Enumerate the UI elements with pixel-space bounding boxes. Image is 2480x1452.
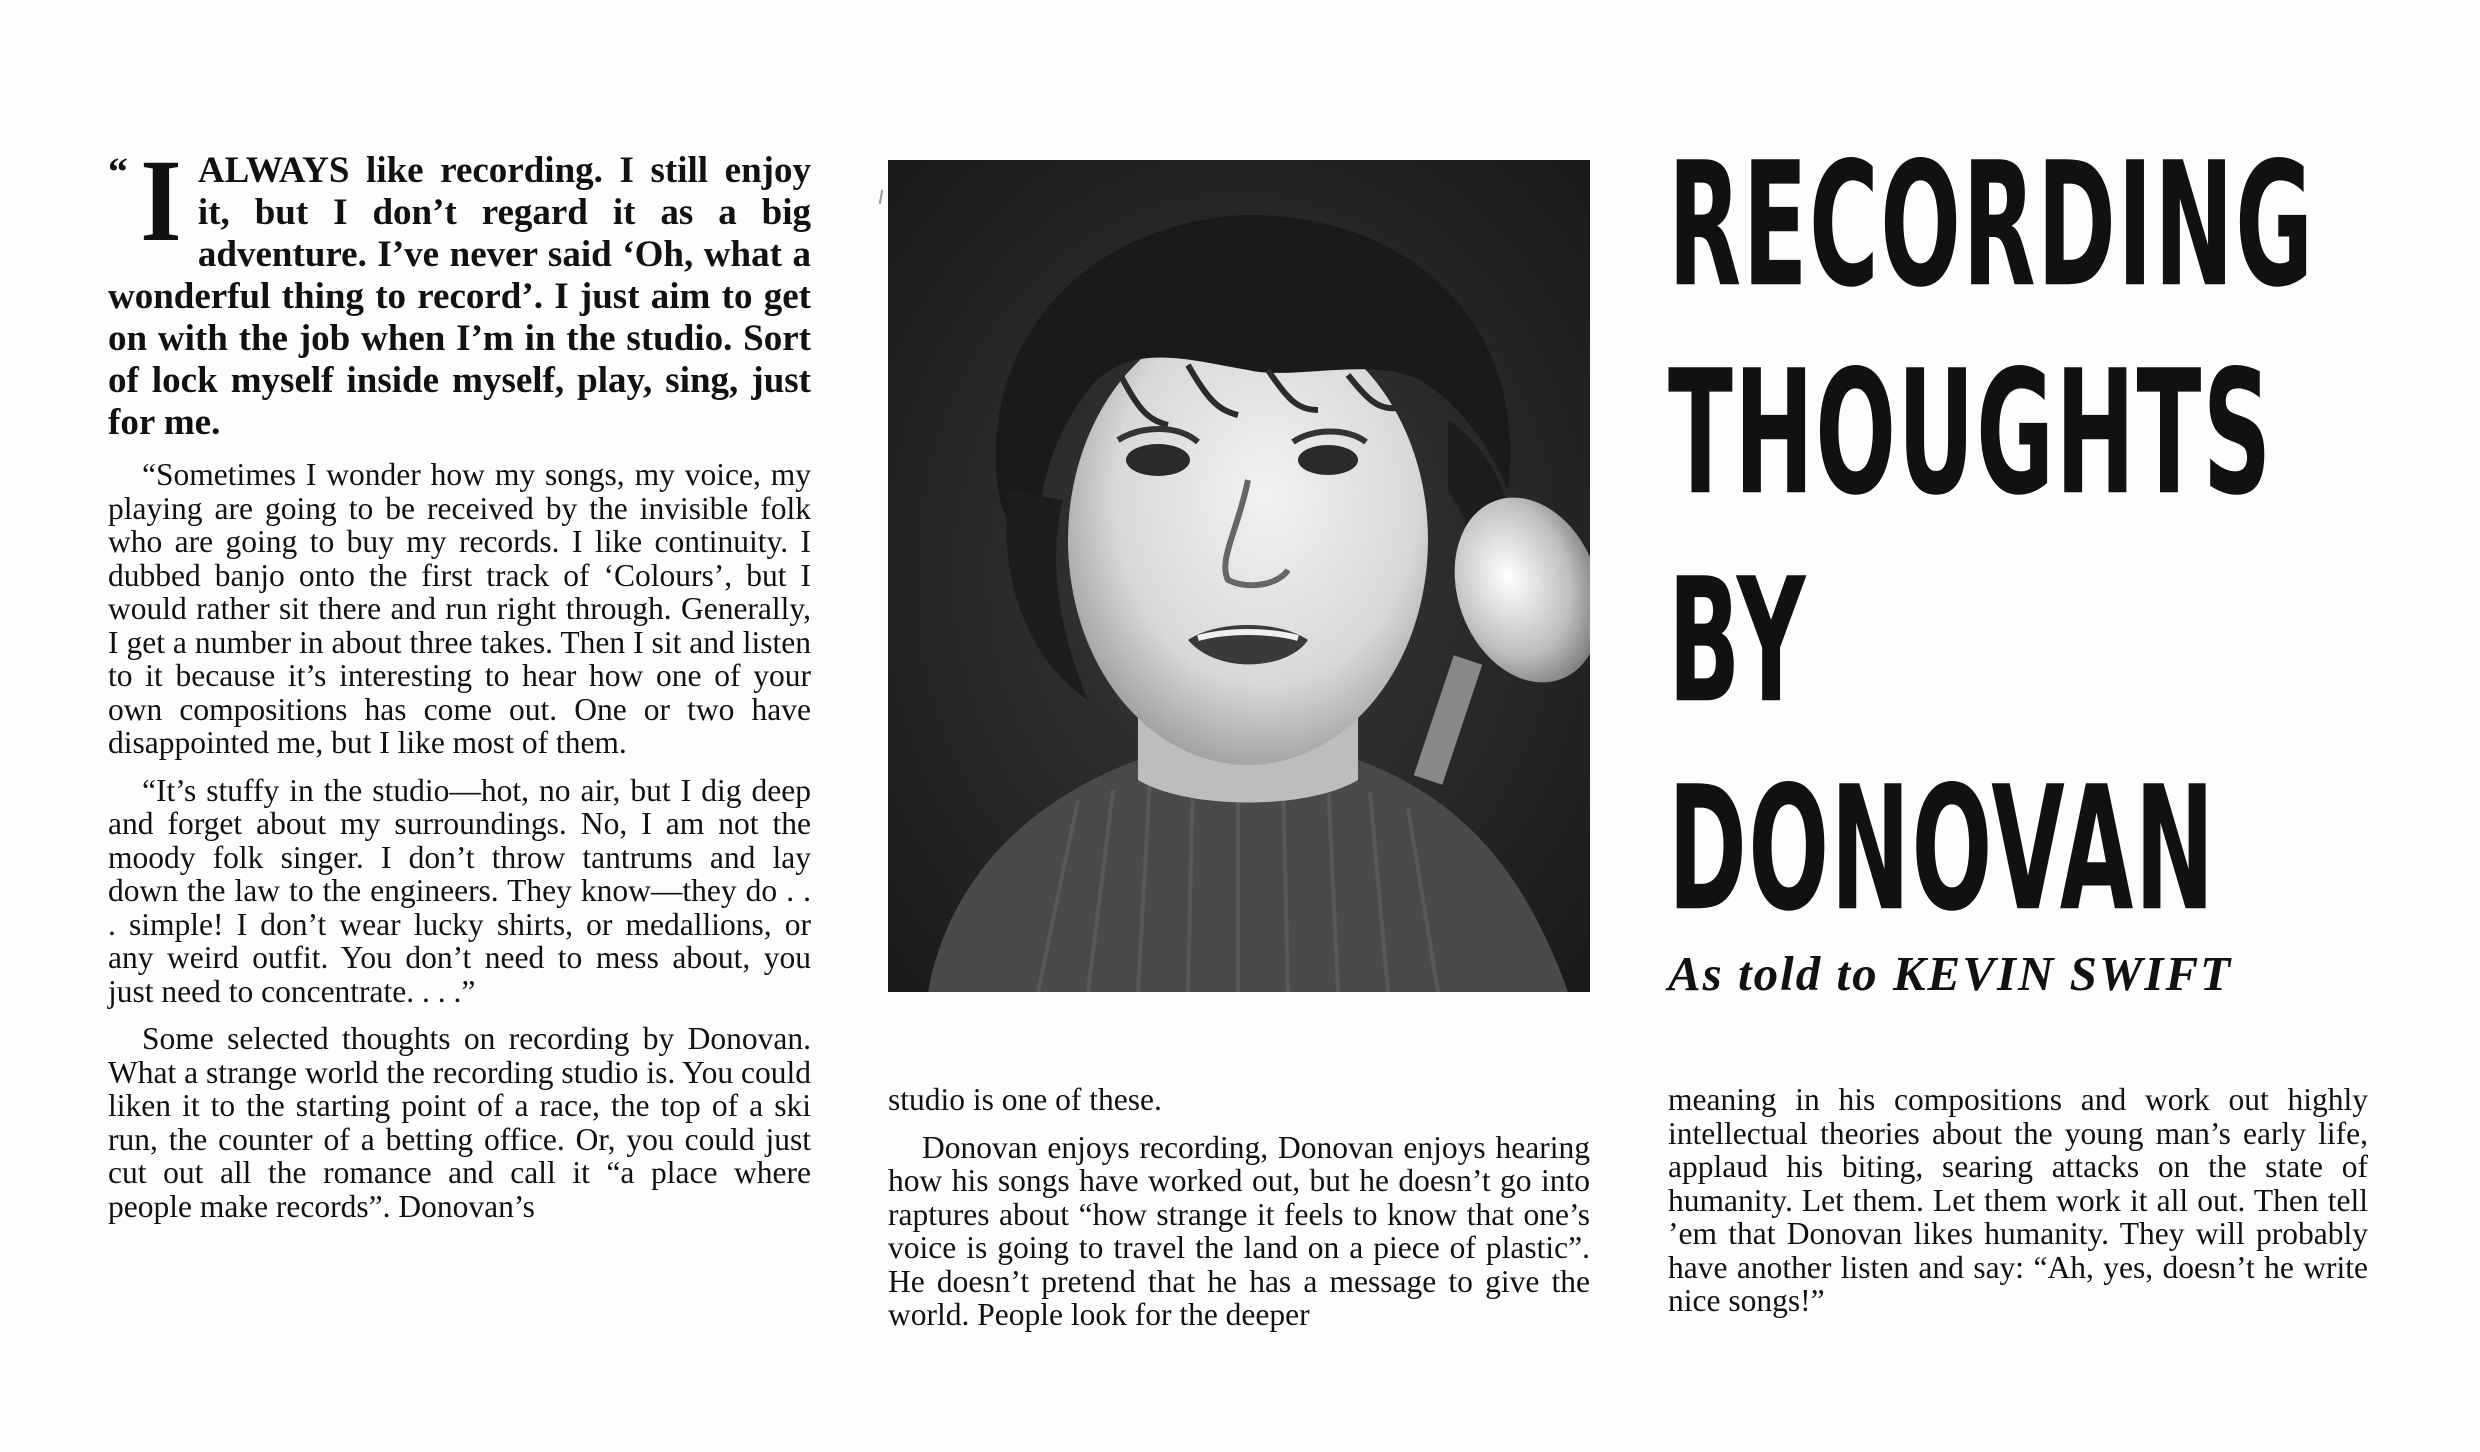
headline-line: BY [1668, 541, 1807, 742]
dropcap-letter: I [140, 135, 182, 266]
body-paragraph: “It’s stuffy in the studio—hot, no air, but I dig deep and forget about my surroundings. No, I am not the moody folk singer. I don’t throw tantrums and lay down the law to the engineers. They know—they do . . . simple! I don’t wear lucky shirts, or medallions, or any weird outfit. You don’t need to mess about, you just need to concentrate. . . .” [108, 772, 811, 1009]
lead-text: ALWAYS like recording. I still enjoy it, but I don’t regard it as a big adventure. I’ve never said ‘Oh, what a wonderful thing to record’. I just aim to get on with the job when I’m in the studio. Sort of lock myself inside myself, play, sing, just for me. [108, 150, 811, 443]
byline: As told to KEVIN SWIFT [1668, 946, 2233, 1001]
body-paragraph: Donovan enjoys recording, Donovan enjoys hearing how his songs have worked out, but he doesn’t go into raptures about “how strange it feels to know that one’s voice is going to travel the land on a piece of plastic”. He doesn’t pretend that he has a message to give the world. People look for the deeper [888, 1129, 1590, 1332]
body-paragraph-continued: studio is one of these. [888, 1082, 1162, 1117]
donovan-portrait-photo [888, 160, 1590, 992]
open-quote-mark: “ [108, 149, 128, 194]
article-headline [1668, 125, 2368, 972]
lead-paragraph [108, 135, 811, 444]
body-paragraph: Some selected thoughts on recording by Donovan. What a strange world the recording studio is. You could liken it to the starting point of a race, the top of a ski run, the counter of a betting office. Or, you could just cut out all the romance and call it “a place where people make records”. Donovan’s [108, 1021, 811, 1224]
article-column-2 [888, 1083, 1590, 1346]
dropcap-block [108, 135, 184, 266]
print-mark [879, 190, 883, 204]
headline-line: RECORDING [1668, 125, 2315, 326]
article-column-1 [108, 135, 811, 1237]
body-paragraph: “Sometimes I wonder how my songs, my voice, my playing are going to be received by the invisible folk who are going to buy my records. I like continuity. I dubbed banjo onto the first track of ‘Colours’, but I would rather sit there and run right through. Generally, I get a number in about three takes. Then I sit and listen to it because it’s interesting to hear how one of your own compositions has come out. One or two have disappointed me, but I like most of them. [108, 457, 811, 760]
body-paragraph-continued: meaning in his compositions and work out highly intellectual theories about the young man’s early life, applaud his biting, searing attacks on the state of humanity. Let them. Let them work it all out. Then tell ’em that Donovan likes humanity. They will probably have another listen and say: “Ah, yes, doesn’t he write nice songs!” [1668, 1082, 2368, 1318]
headline-line: DONOVAN [1668, 749, 2216, 950]
headline-line: THOUGHTS [1668, 333, 2273, 534]
article-column-3 [1668, 1083, 2368, 1332]
